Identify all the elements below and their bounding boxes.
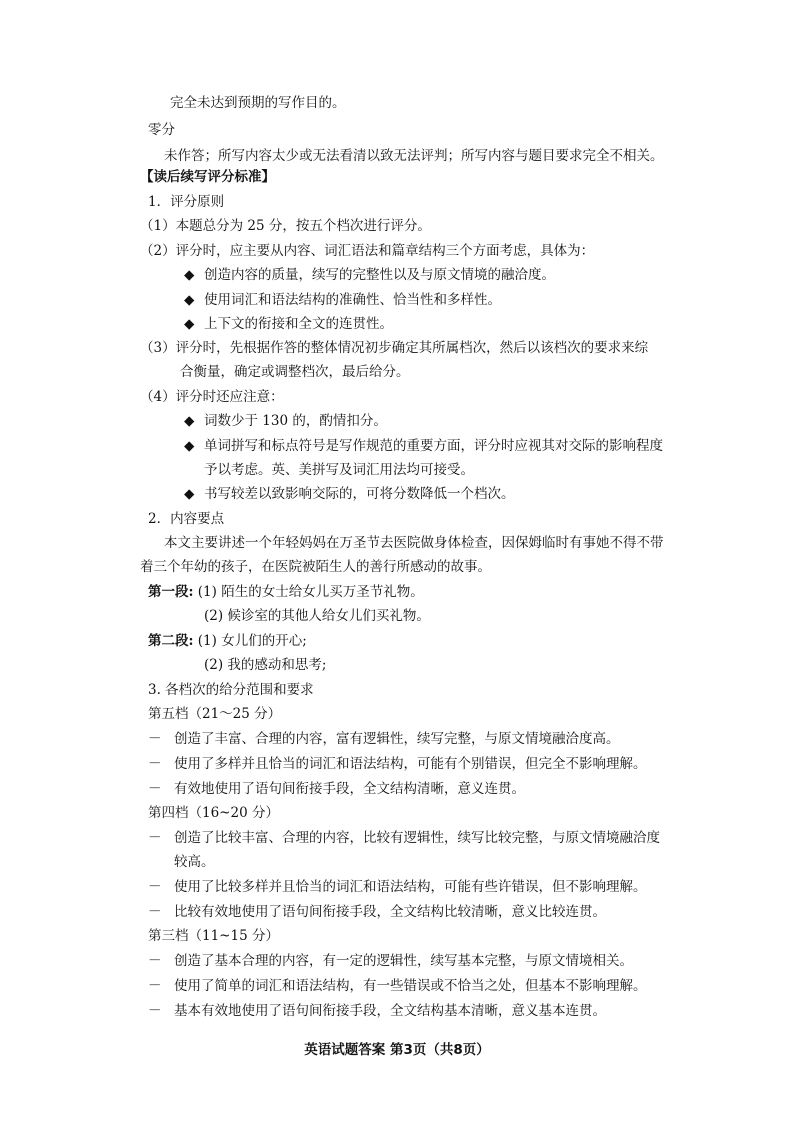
bullet-item xyxy=(184,291,501,309)
paragraph-1-label: 第一段: xyxy=(148,584,194,600)
prev-level-end-line: 完全未达到预期的写作目的。 xyxy=(170,95,346,111)
diamond-bullet-icon: ◆ xyxy=(184,267,195,283)
point-text: (1) 女儿们的开心; xyxy=(197,633,307,649)
bullet-text: 词数少于 130 的，酌情扣分。 xyxy=(204,413,387,429)
paragraph-2-label: 第二段: xyxy=(148,633,194,649)
bullet-item xyxy=(184,412,387,430)
levels-title: 3. 各档次的给分范围和要求 xyxy=(148,682,314,698)
level-item-text: 使用了多样并且恰当的词汇和语法结构，可能有个别错误，但完全不影响理解。 xyxy=(174,756,647,772)
level-item xyxy=(148,730,620,748)
bullet-item xyxy=(184,266,555,284)
dash-bullet-icon: － xyxy=(148,830,162,846)
bullet-text: 上下文的衔接和全文的连贯性。 xyxy=(204,316,393,332)
paragraph-1-point: (2) 候诊室的其他人给女儿们买礼物。 xyxy=(204,608,430,624)
content-points-title: 2．内容要点 xyxy=(148,511,225,527)
level-item-text: 创造了基本合理的内容，有一定的逻辑性，续写基本完整，与原文情境相关。 xyxy=(174,953,633,969)
dash-bullet-icon: － xyxy=(148,781,162,797)
section-heading: 【读后续写评分标准】 xyxy=(140,169,275,185)
diamond-bullet-icon: ◆ xyxy=(184,292,195,308)
bullet-item xyxy=(184,437,663,455)
level-item xyxy=(148,1002,606,1020)
dash-bullet-icon: － xyxy=(148,1003,162,1019)
dash-bullet-icon: － xyxy=(148,756,162,772)
level-item xyxy=(148,952,633,970)
bullet-item xyxy=(184,485,515,503)
content-intro-line-1: 本文主要讲述一个年轻妈妈在万圣节去医院做身体检查，因保姆临时有事她不得不带 xyxy=(164,535,664,551)
principle-3-line-2: 合衡量，确定或调整档次，最后给分。 xyxy=(180,364,410,380)
level-item-text: 基本有效地使用了语句间衔接手段，全文结构基本清晰，意义基本连贯。 xyxy=(174,1003,606,1019)
principles-title: 1．评分原则 xyxy=(148,194,225,210)
diamond-bullet-icon: ◆ xyxy=(184,438,195,454)
paragraph-2-point: (2) 我的感动和思考; xyxy=(204,657,327,673)
point-text: (1) 陌生的女士给女儿买万圣节礼物。 xyxy=(197,584,424,600)
level-item xyxy=(148,903,606,921)
principle-2: （2）评分时，应主要从内容、词汇语法和篇章结构三个方面考虑，具体为： xyxy=(140,243,595,259)
dash-bullet-icon: － xyxy=(148,904,162,920)
bullet-item xyxy=(184,315,393,333)
bullet-text: 使用词汇和语法结构的准确性、恰当性和多样性。 xyxy=(204,292,501,308)
content-intro-line-2: 着三个年幼的孩子，在医院被陌生人的善行所感动的故事。 xyxy=(140,559,491,575)
zero-score-title: 零分 xyxy=(148,122,175,138)
diamond-bullet-icon: ◆ xyxy=(184,486,195,502)
bullet-text: 单词拼写和标点符号是写作规范的重要方面，评分时应视其对交际的影响程度 xyxy=(204,438,663,454)
level-item xyxy=(148,878,647,896)
principle-3-line-1: （3）评分时，先根据作答的整体情况初步确定其所属档次，然后以该档次的要求来综 xyxy=(140,340,649,356)
diamond-bullet-icon: ◆ xyxy=(184,413,195,429)
diamond-bullet-icon: ◆ xyxy=(184,316,195,332)
level-item xyxy=(148,755,647,773)
dash-bullet-icon: － xyxy=(148,731,162,747)
dash-bullet-icon: － xyxy=(148,978,162,994)
bullet-text-continued: 予以考虑。英、美拼写及词汇用法均可接受。 xyxy=(204,462,474,478)
level-item-text: 创造了比较丰富、合理的内容，比较有逻辑性，续写比较完整，与原文情境融洽度 xyxy=(174,830,660,846)
level-4-title: 第四档（16~20 分） xyxy=(148,805,279,821)
level-item-text: 比较有效地使用了语句间衔接手段，全文结构比较清晰，意义比较连贯。 xyxy=(174,904,606,920)
page-footer: 英语试题答案 第3页（共8页） xyxy=(304,1042,490,1058)
level-item-continued: 较高。 xyxy=(174,854,215,870)
principle-4: （4）评分时还应注意： xyxy=(140,389,284,405)
dash-bullet-icon: － xyxy=(148,953,162,969)
level-item-text: 有效地使用了语句间衔接手段，全文结构清晰，意义连贯。 xyxy=(174,781,525,797)
bullet-text: 创造内容的质量，续写的完整性以及与原文情境的融洽度。 xyxy=(204,267,555,283)
level-item xyxy=(148,780,525,798)
level-item xyxy=(148,829,660,847)
bullet-text: 书写较差以致影响交际的，可将分数降低一个档次。 xyxy=(204,486,515,502)
level-3-title: 第三档（11~15 分） xyxy=(148,928,279,944)
level-5-title: 第五档（21～25 分） xyxy=(148,706,282,722)
paragraph-1-point xyxy=(148,583,424,601)
level-item-text: 使用了比较多样并且恰当的词汇和语法结构，可能有些许错误，但不影响理解。 xyxy=(174,879,647,895)
paragraph-2-point xyxy=(148,632,307,650)
dash-bullet-icon: － xyxy=(148,879,162,895)
zero-score-description: 未作答；所写内容太少或无法看清以致无法评判；所写内容与题目要求完全不相关。 xyxy=(164,148,664,164)
level-item-text: 使用了简单的词汇和语法结构，有一些错误或不恰当之处，但基本不影响理解。 xyxy=(174,978,647,994)
principle-1: （1）本题总分为 25 分，按五个档次进行评分。 xyxy=(140,218,431,234)
level-item xyxy=(148,977,647,995)
level-item-text: 创造了丰富、合理的内容，富有逻辑性，续写完整，与原文情境融洽度高。 xyxy=(174,731,620,747)
